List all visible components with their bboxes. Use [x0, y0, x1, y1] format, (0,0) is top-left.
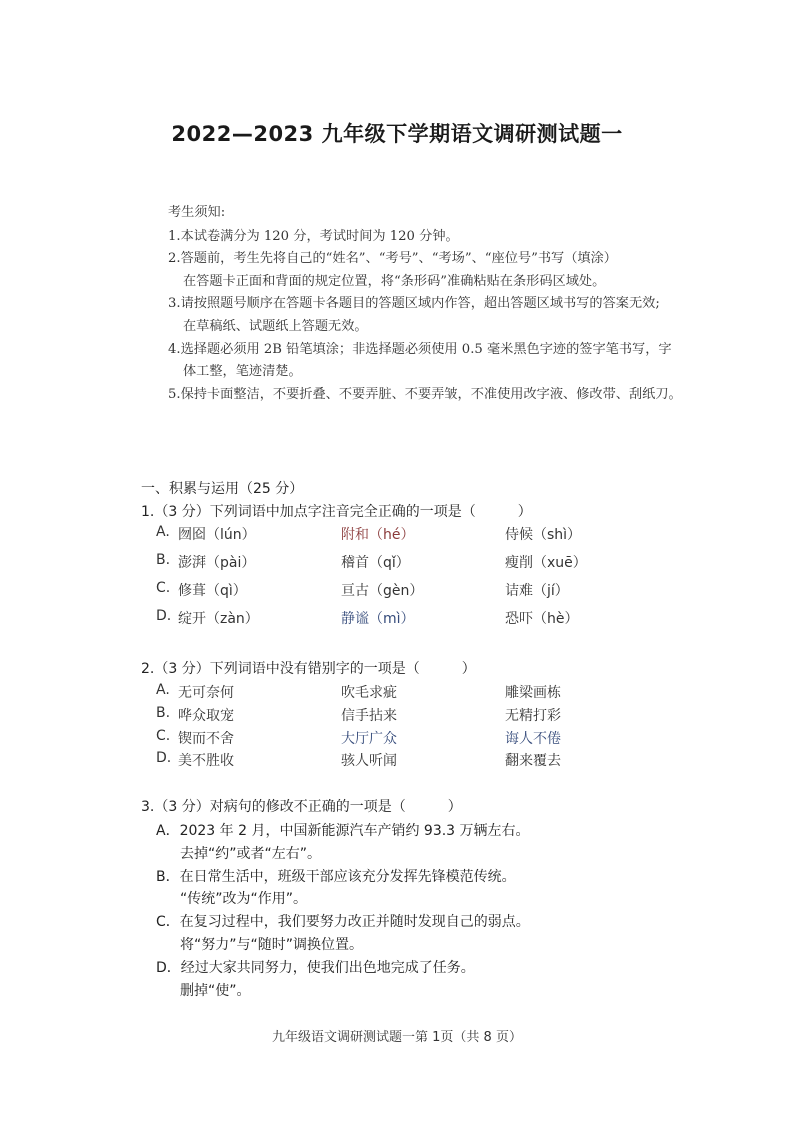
- option-label: C.: [156, 728, 171, 744]
- q2-a-1: 无可奈何: [178, 685, 234, 701]
- page-title: 2022—2023 九年级下学期语文调研测试题一: [171, 122, 623, 146]
- q1-a-2: 附和（hé）: [341, 527, 415, 543]
- q2-c-3: 诲人不倦: [505, 731, 561, 747]
- q2-a-3: 雕梁画栋: [505, 685, 561, 701]
- q3-option-a-fix: 去掉“约”或者“左右”。: [180, 846, 322, 862]
- q2-b-3: 无精打彩: [505, 708, 561, 724]
- q2-b-1: 哗众取宠: [178, 708, 234, 724]
- q3-option-d: D．经过大家共同努力，使我们出色地完成了任务。: [156, 960, 475, 976]
- q1-a-3: 侍候（shì）: [505, 527, 582, 543]
- q1-b-1: 澎湃（pài）: [178, 555, 256, 571]
- notice-item-4-cont: 体工整，笔迹清楚。: [183, 364, 302, 380]
- q2-d-3: 翻来覆去: [505, 753, 561, 769]
- q1-c-1: 修葺（qì）: [178, 583, 247, 599]
- q3-stem: 3.（3 分）对病句的修改不正确的一项是（ ）: [141, 799, 462, 815]
- notice-item-1: 1.本试卷满分为 120 分，考试时间为 120 分钟。: [168, 228, 459, 244]
- q3-option-d-fix: 删掉“使”。: [180, 983, 251, 999]
- q1-b-3: 瘦削（xuē）: [505, 555, 587, 571]
- notice-item-3: 3.请按照题号顺序在答题卡各题目的答题区域内作答，超出答题区域书写的答案无效;: [168, 296, 660, 312]
- notice-item-2-cont: 在答题卡正面和背面的规定位置，将“条形码”准确粘贴在条形码区域处。: [183, 273, 606, 289]
- q1-d-1: 绽开（zàn）: [178, 611, 259, 627]
- q2-stem: 2.（3 分）下列词语中没有错别字的一项是（ ）: [141, 661, 476, 677]
- q3-option-b: B．在日常生活中，班级干部应该充分发挥先锋模范传统。: [156, 869, 516, 885]
- option-label: A.: [156, 524, 170, 540]
- q2-c-2: 大厅广众: [341, 731, 397, 747]
- q1-b-2: 稽首（qǐ）: [341, 555, 410, 571]
- option-label: D.: [156, 750, 172, 766]
- option-label: B.: [156, 552, 171, 568]
- option-label: A.: [156, 682, 170, 698]
- notice-heading: 考生须知:: [168, 205, 226, 220]
- notice-item-5: 5.保持卡面整洁，不要折叠、不要弄脏、不要弄皱，不准使用改字液、修改带、刮纸刀。: [168, 386, 682, 402]
- q3-option-c: C．在复习过程中，我们要努力改正并随时发现自己的弱点。: [156, 914, 530, 930]
- notice-item-3-cont: 在草稿纸、试题纸上答题无效。: [183, 318, 368, 334]
- q2-a-2: 吹毛求疵: [341, 685, 397, 701]
- exam-notice: [168, 202, 728, 406]
- option-label: C.: [156, 580, 171, 596]
- section-title: 一、积累与运用（25 分）: [141, 481, 304, 497]
- q3-option-a: A．2023 年 2 月，中国新能源汽车产销约 93.3 万辆左右。: [156, 823, 530, 839]
- option-label: D.: [156, 608, 172, 624]
- q2-d-2: 骇人听闻: [341, 753, 397, 769]
- q1-c-3: 诘难（jí）: [505, 583, 569, 599]
- option-label: B.: [156, 705, 171, 721]
- q1-d-3: 恐吓（hè）: [505, 611, 579, 627]
- q2-d-1: 美不胜收: [178, 753, 234, 769]
- q3-option-b-fix: “传统”改为“作用”。: [180, 891, 308, 907]
- q2-c-1: 锲而不舍: [178, 731, 234, 747]
- q1-d-2: 静谧（mì）: [341, 611, 415, 627]
- q2-b-2: 信手拈来: [341, 708, 397, 724]
- q1-stem: 1.（3 分）下列词语中加点字注音完全正确的一项是（ ）: [141, 504, 532, 520]
- q1-a-1: 囫囵（lún）: [178, 527, 256, 543]
- page-footer: 九年级语文调研测试题一第 1页（共 8 页）: [272, 1030, 522, 1045]
- q3-option-c-fix: 将“努力”与“随时”调换位置。: [180, 937, 364, 953]
- notice-item-2: 2.答题前，考生先将自己的“姓名”、“考号”、“考场”、“座位号”书写（填涂）: [168, 251, 617, 267]
- q1-c-2: 亘古（gèn）: [341, 583, 424, 599]
- notice-item-4: 4.选择题必须用 2B 铅笔填涂；非选择题必须使用 0.5 毫米黑色字迹的签字笔书写，字: [168, 341, 672, 357]
